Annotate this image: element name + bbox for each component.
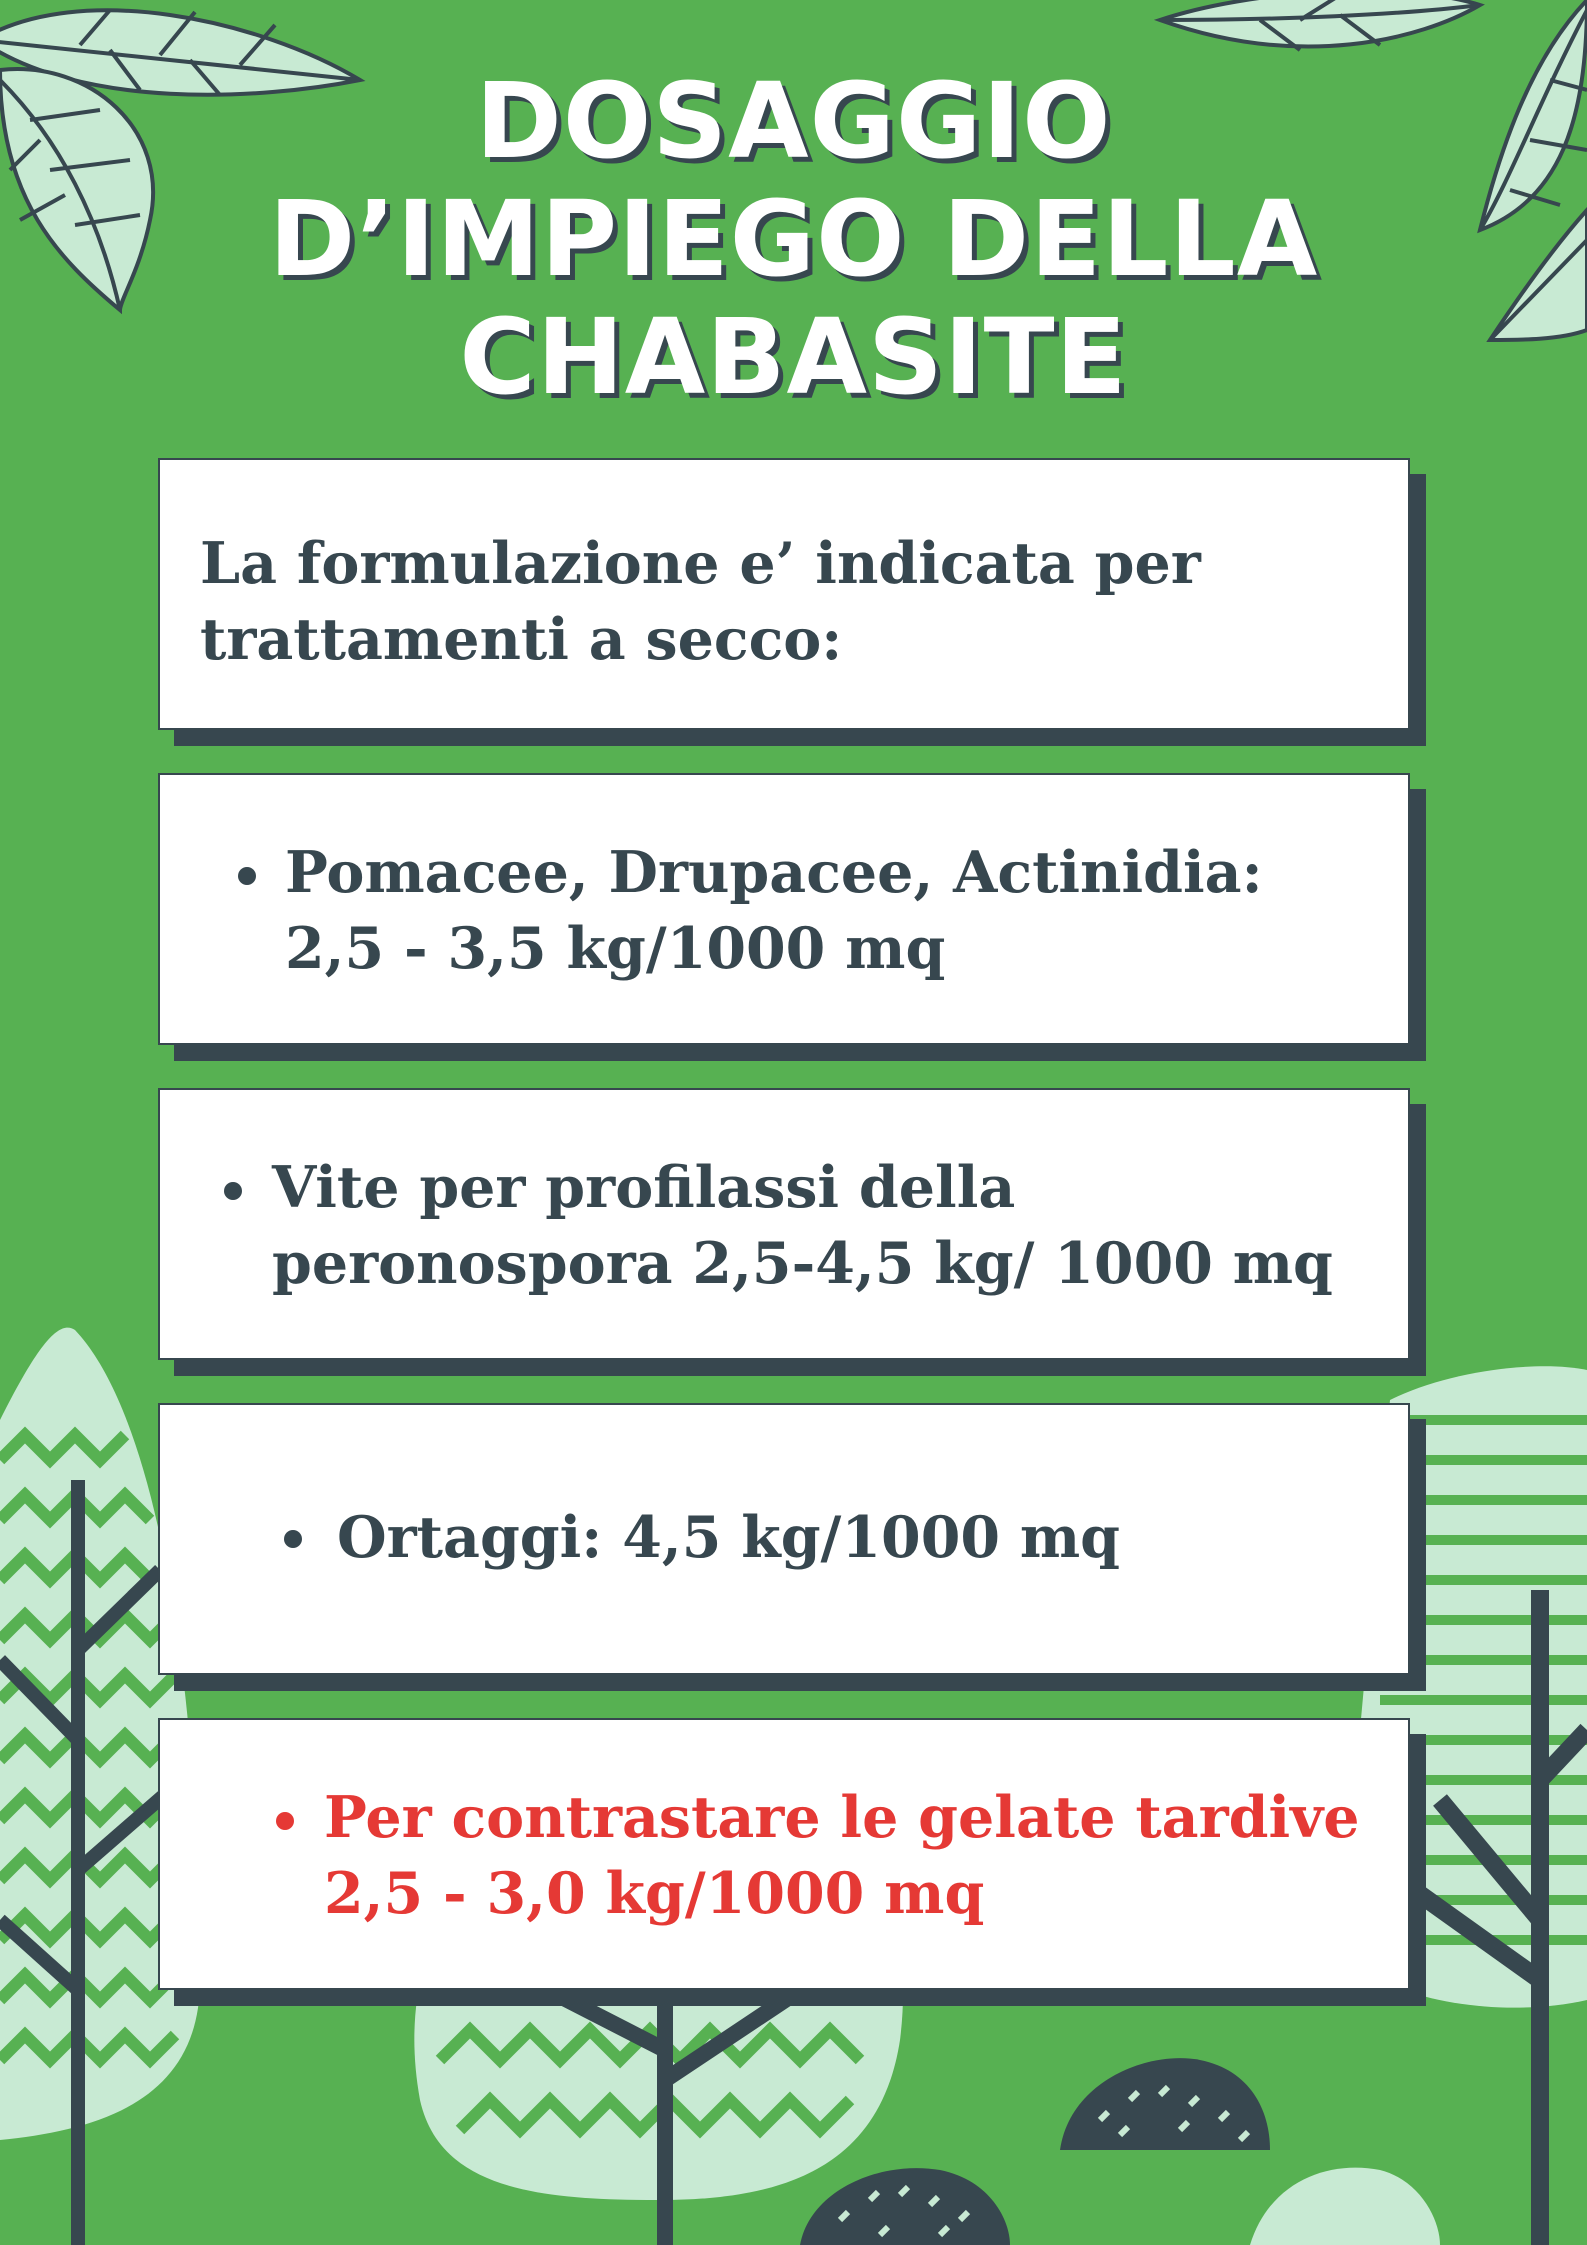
text-line: Vite per profilassi della bbox=[272, 1154, 1016, 1221]
leaf-icon bbox=[1160, 0, 1480, 50]
text-line: trattamenti a secco: bbox=[200, 606, 843, 673]
text-line: Ortaggi: 4,5 kg/1000 mq bbox=[337, 1504, 1121, 1571]
bullet-icon bbox=[276, 1812, 294, 1830]
text-line: La formulazione e’ indicata per bbox=[200, 530, 1201, 597]
bush-icon bbox=[800, 2058, 1440, 2245]
dosage-text bbox=[337, 1500, 1120, 1576]
intro-card bbox=[158, 458, 1410, 730]
bullet-icon bbox=[224, 1182, 242, 1200]
title-line: CHABASITE bbox=[459, 296, 1128, 418]
dosage-card-pomacee bbox=[158, 773, 1410, 1045]
bullet-icon bbox=[284, 1530, 302, 1548]
dosage-text bbox=[272, 1150, 1333, 1302]
text-line: peronospora 2,5-4,5 kg/ 1000 mq bbox=[272, 1230, 1333, 1297]
text-line: 2,5 - 3,5 kg/1000 mq bbox=[285, 915, 946, 982]
page-title bbox=[0, 62, 1587, 416]
bullet-icon bbox=[238, 867, 256, 885]
dosage-card-gelate bbox=[158, 1718, 1410, 1990]
text-line: 2,5 - 3,0 kg/1000 mq bbox=[324, 1860, 985, 1927]
dosage-card-vite bbox=[158, 1088, 1410, 1360]
dosage-text bbox=[285, 835, 1263, 987]
text-line: Per contrastare le gelate tardive bbox=[324, 1784, 1360, 1851]
title-line: D’IMPIEGO DELLA bbox=[268, 178, 1319, 300]
dosage-text bbox=[324, 1780, 1360, 1932]
text-line: Pomacee, Drupacee, Actinidia: bbox=[285, 839, 1263, 906]
dosage-card-ortaggi bbox=[158, 1403, 1410, 1675]
intro-text bbox=[200, 526, 1201, 678]
title-line: DOSAGGIO bbox=[475, 60, 1112, 182]
